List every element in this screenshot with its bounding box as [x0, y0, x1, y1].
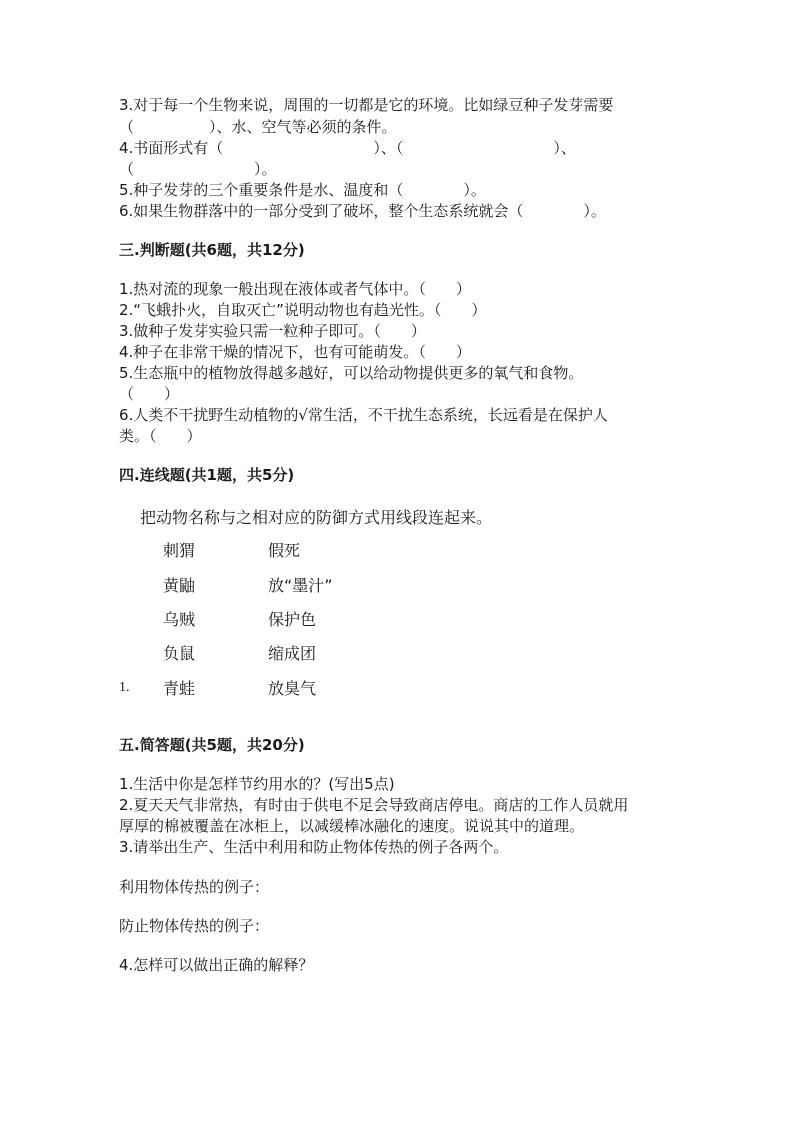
fill-question-5: 5.种子发芽的三个重要条件是水、温度和（ ）。 — [119, 181, 486, 199]
judge-question-2: 2.“飞蛾扑火，自取灭亡”说明动物也有趋光性。（ ） — [119, 301, 487, 319]
matching-question-number: 1. — [119, 680, 130, 695]
animal-item: 乌贼 — [163, 610, 196, 629]
short-question-4: 4.怎样可以做出正确的解释？ — [119, 956, 314, 974]
section-5-heading: 五.简答题(共5题，共20分) — [119, 736, 305, 754]
animal-item: 黄鼬 — [163, 576, 196, 595]
judge-question-6-line-1: 6.人类不干扰野生动植物的√常生活，不干扰生态系统，长远看是在保护人 — [119, 406, 608, 424]
fill-question-4-line-2: （ ）。 — [119, 160, 277, 178]
fill-question-3-line-1: 3.对于每一个生物来说，周围的一切都是它的环境。比如绿豆种子发芽需要 — [119, 96, 614, 114]
defense-item: 缩成团 — [268, 644, 317, 663]
judge-question-1: 1.热对流的现象一般出现在液体或者气体中。（ ） — [119, 280, 471, 298]
animal-item: 刺猬 — [163, 541, 196, 560]
defense-item: 放“墨汁” — [268, 576, 333, 595]
judge-question-3: 3.做种子发芽实验只需一粒种子即可。（ ） — [119, 322, 426, 340]
use-heat-examples-label: 利用物体传热的例子： — [119, 878, 270, 896]
judge-question-5-line-1: 5.生态瓶中的植物放得越多越好，可以给动物提供更多的氧气和食物。 — [119, 364, 584, 382]
animal-item: 青蛙 — [163, 679, 196, 698]
section-3-heading: 三.判断题(共6题，共12分) — [119, 241, 305, 259]
fill-question-6: 6.如果生物群落中的一部分受到了破坏，整个生态系统就会（ ）。 — [119, 202, 606, 220]
short-question-1: 1.生活中你是怎样节约用水的？(写出5点) — [119, 775, 395, 793]
defense-item: 保护色 — [268, 610, 317, 629]
judge-question-5-line-2: （ ） — [119, 385, 180, 403]
judge-question-6-line-2: 类。（ ） — [119, 427, 202, 445]
fill-question-3-line-2: （ ）、水、空气等必须的条件。 — [119, 118, 397, 136]
section-4-heading: 四.连线题(共1题，共5分) — [119, 466, 295, 484]
defense-item: 放臭气 — [268, 679, 317, 698]
defense-item: 假死 — [268, 541, 301, 560]
matching-instruction: 把动物名称与之相对应的防御方式用线段连起来。 — [140, 508, 493, 527]
animal-item: 负鼠 — [163, 644, 196, 663]
judge-question-4: 4.种子在非常干燥的情况下，也有可能萌发。（ ） — [119, 343, 471, 361]
fill-question-4-line-1: 4.书面形式有（ ）、（ ）、 — [119, 139, 576, 157]
prevent-heat-examples-label: 防止物体传热的例子： — [119, 917, 270, 935]
short-question-3: 3.请举出生产、生活中利用和防止物体传热的例子各两个。 — [119, 838, 509, 856]
short-question-2-line-2: 厚厚的棉被覆盖在冰柜上，以减缓棒冰融化的速度。说说其中的道理。 — [119, 817, 585, 835]
short-question-2-line-1: 2.夏天天气非常热，有时由于供电不足会导致商店停电。商店的工作人员就用 — [119, 796, 629, 814]
